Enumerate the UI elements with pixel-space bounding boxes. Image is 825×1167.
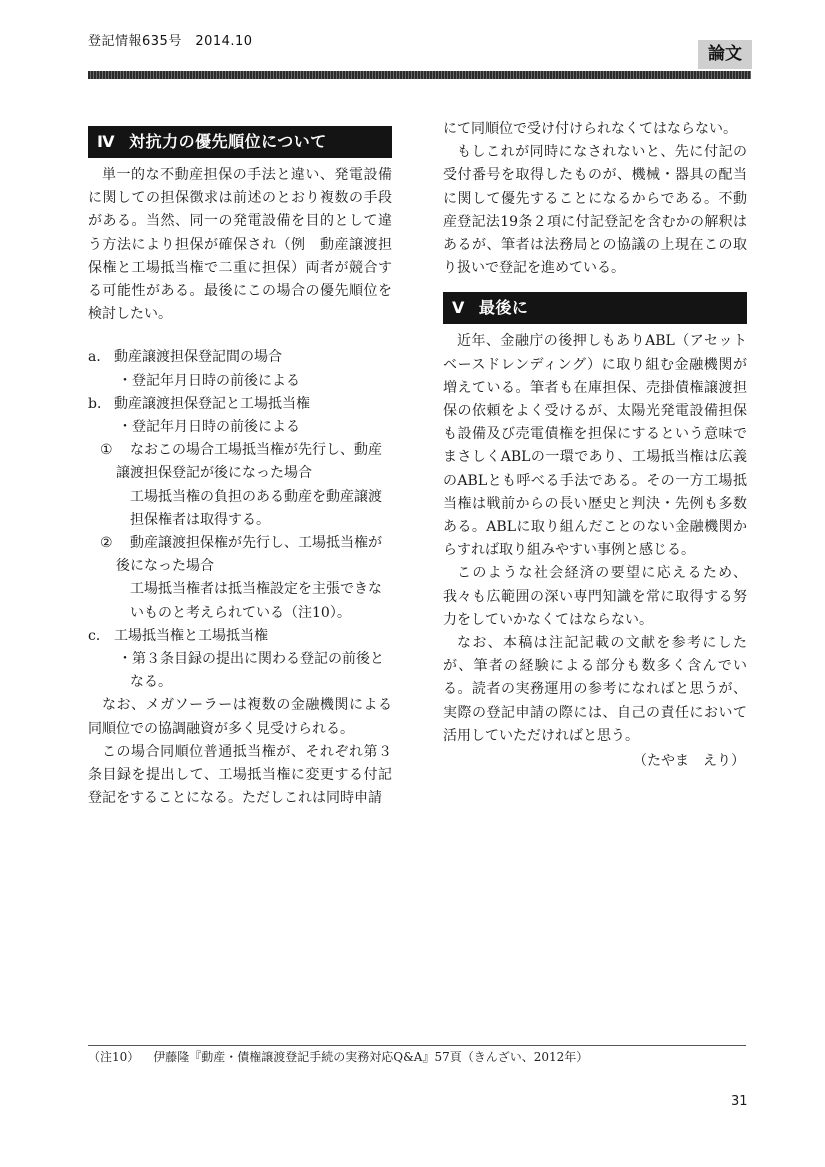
section-4-para-4: もしこれが同時になされないと、先に付記の受付番号を取得したものが、機械・器具の配当に関して優先することになるからである。不動産登記法19条２項に付記登記を含むかの解釈はあるが、筆者は法務局との協議の上現在この取り扱いで登記を進めている。 bbox=[443, 144, 747, 277]
right-column bbox=[443, 118, 747, 773]
section-4-para-2: なお、メガソーラーは複数の金融機関による同順位での協調融資が多く見受けられる。 bbox=[88, 697, 392, 737]
section-4-title: 対抗力の優先順位について bbox=[129, 132, 327, 151]
left-column bbox=[88, 126, 392, 810]
list-detail-b1-line2: 担保権者は取得する。 bbox=[130, 511, 270, 528]
list-item-b bbox=[88, 393, 392, 416]
author-signature: （たやま えり） bbox=[633, 753, 745, 770]
list-item-a bbox=[88, 346, 392, 369]
list-text-b1-line2: 譲渡担保登記が後になった場合 bbox=[116, 465, 312, 482]
section-5-para-3: なお、本稿は注記記載の文献を参考にしたが、筆者の経験による部分も数多く含んでいる。読者の実務運用の参考になればと思うが、実際の登記申請の際には、自己の責任において活用していただければと思う。 bbox=[443, 635, 747, 744]
list-marker-c: c． bbox=[88, 627, 110, 644]
list-sub-a: ・登記年月日時の前後による bbox=[118, 372, 300, 389]
header-rule bbox=[88, 71, 751, 79]
section-5-heading bbox=[443, 292, 747, 324]
section-4-heading bbox=[88, 126, 392, 158]
list-marker-b1: ① bbox=[100, 442, 113, 459]
list-label-c: 工場抵当権と工場抵当権 bbox=[114, 627, 268, 644]
list-marker-a: a． bbox=[88, 349, 111, 366]
priority-list bbox=[88, 346, 392, 694]
list-sub-b: ・登記年月日時の前後による bbox=[118, 419, 300, 436]
section-4-para-3-continued: にて同順位で受け付けられなくてはならない。 bbox=[443, 121, 737, 137]
section-5-number: Ⅴ bbox=[452, 298, 465, 318]
list-text-b1-line1: なおこの場合工場抵当権が先行し、動産 bbox=[130, 442, 382, 459]
running-head: 登記情報635号 2014.10 bbox=[88, 34, 253, 49]
section-5-para-2: このような社会経済の要望に応えるため、我々も広範囲の深い専門知識を常に取得する努力をしていかなくてはならない。 bbox=[443, 565, 747, 628]
list-marker-b2: ② bbox=[100, 535, 113, 552]
list-item-b2 bbox=[88, 532, 392, 555]
section-5-para-1: 近年、金融庁の後押しもありABL（アセットベースドレンディング）に取り組む金融機関が増えている。筆者も在庫担保、売掛債権譲渡担保の依頼をよく受けるが、太陽光発電設備担保も設備及び売電債権を担保にするという意味でまさしくABLの一環であり、工場抵当権は広義のABLとも呼べる手法である。その一方工場抵当権は戦前からの長い歴史と判決・先例も多数ある。ABLに取り組んだことのない金融機関からすれば取り組みやすい事例と感じる。 bbox=[443, 333, 747, 559]
list-label-b: 動産譲渡担保登記と工場抵当権 bbox=[114, 395, 310, 412]
list-text-b2-line1: 動産譲渡担保権が先行し、工場抵当権が bbox=[130, 535, 382, 552]
section-5-title: 最後に bbox=[478, 298, 529, 318]
list-text-b2-line2: 後になった場合 bbox=[116, 558, 214, 575]
section-4-number: Ⅳ bbox=[97, 132, 116, 151]
footnote-text: 伊藤隆『動産・債権譲渡登記手続の実務対応Q&A』57頁（きんざい、2012年） bbox=[153, 1050, 589, 1064]
footnote-10 bbox=[88, 1048, 588, 1065]
list-marker-b: b． bbox=[88, 395, 111, 412]
category-badge: 論文 bbox=[698, 40, 752, 69]
list-item-b1 bbox=[88, 439, 392, 462]
list-detail-b2-line1: 工場抵当権者は抵当権設定を主張できな bbox=[130, 581, 382, 598]
list-item-c bbox=[88, 625, 392, 648]
list-sub-c-line1: ・第３条目録の提出に関わる登記の前後と bbox=[118, 651, 384, 668]
footnote-rule bbox=[88, 1045, 746, 1046]
list-detail-b2-line2: いものと考えられている（注10）。 bbox=[130, 604, 351, 621]
section-4-para-3: この場合同順位普通抵当権が、それぞれ第３条目録を提出して、工場抵当権に変更する付記登記をすることになる。ただしこれは同時申請 bbox=[88, 743, 392, 807]
page-number: 31 bbox=[731, 1094, 748, 1109]
list-label-a: 動産譲渡担保登記間の場合 bbox=[114, 349, 282, 366]
list-detail-b1-line1: 工場抵当権の負担のある動産を動産譲渡 bbox=[130, 488, 382, 505]
section-4-intro: 単一的な不動産担保の手法と違い、発電設備に関しての担保徴求は前述のとおり複数の手段がある。当然、同一の発電設備を目的として違う方法により担保が確保され（例 動産譲渡担保権と工場抵当権で二重に担保）両者が競合する可能性がある。最後にこの場合の優先順位を検討したい。 bbox=[88, 167, 392, 323]
list-sub-c-line2: なる。 bbox=[130, 674, 172, 691]
footnote-label: （注10） bbox=[88, 1050, 140, 1064]
